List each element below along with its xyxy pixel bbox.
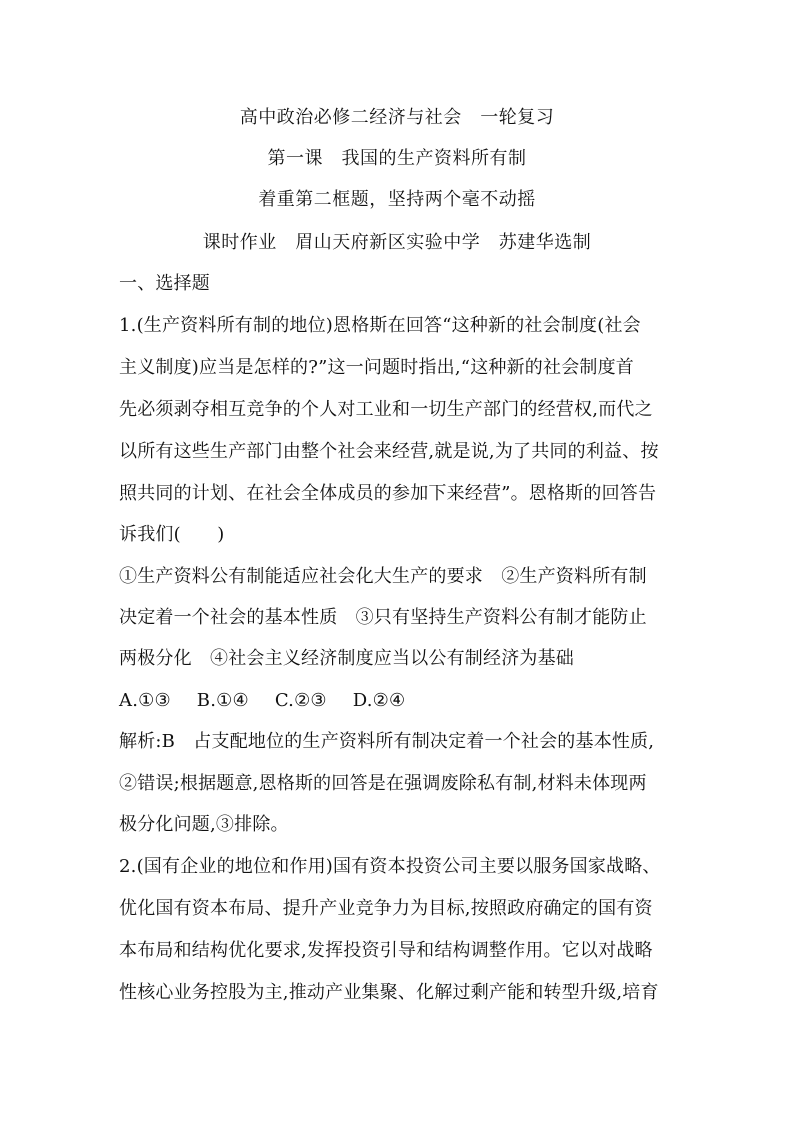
question-1-statements: ①生产资料公有制能适应社会化大生产的要求 ②生产资料所有制 [119, 566, 647, 587]
question-1-line: 诉我们( ) [119, 524, 225, 545]
question-1-line: 照共同的计划、在社会全体成员的参加下来经营”。恩格斯的回答告 [119, 483, 657, 504]
question-1-analysis: ②错误;根据题意,恩格斯的回答是在强调废除私有制,材料未体现两 [119, 773, 647, 794]
question-1-analysis: 解析:B 占支配地位的生产资料所有制决定着一个社会的基本性质, [119, 731, 655, 752]
question-1-analysis: 极分化问题,③排除。 [119, 814, 289, 835]
question-2-line: 性核心业务控股为主,推动产业集聚、化解过剩产能和转型升级,培育 [119, 982, 659, 1003]
question-1-options [119, 689, 405, 713]
option-a: A.①③ [119, 690, 171, 711]
doc-title: 高中政治必修二经济与社会 一轮复习 [239, 107, 555, 128]
question-1-line: 以所有这些生产部门由整个社会来经营,就是说,为了共同的利益、按 [119, 441, 659, 462]
section-heading: 一、选择题 [119, 273, 210, 294]
homework-credit: 课时作业 眉山天府新区实验中学 苏建华选制 [202, 232, 592, 253]
question-1-statements: 决定着一个社会的基本性质 ③只有坚持生产资料公有制才能防止 [119, 607, 647, 628]
lesson-focus: 着重第二框题，坚持两个毫不动摇 [258, 189, 536, 210]
question-1-statements: 两极分化 ④社会主义经济制度应当以公有制经济为基础 [119, 648, 574, 669]
option-c: C.②③ [274, 690, 327, 711]
question-2-line: 2.(国有企业的地位和作用)国有资本投资公司主要以服务国家战略、 [119, 856, 661, 877]
question-2-line: 本布局和结构优化要求,发挥投资引导和结构调整作用。它以对战略 [119, 940, 653, 961]
lesson-title: 第一课 我国的生产资料所有制 [267, 148, 527, 169]
question-1-line: 主义制度)应当是怎样的?”这一问题时指出,“这种新的社会制度首 [119, 357, 634, 378]
question-2-line: 优化国有资本布局、提升产业竞争力为目标,按照政府确定的国有资 [119, 898, 653, 919]
question-1-line: 1.(生产资料所有制的地位)恩格斯在回答“这种新的社会制度(社会 [119, 315, 641, 336]
option-b: B.①④ [196, 690, 249, 711]
option-d: D.②④ [352, 690, 406, 711]
question-1-line: 先必须剥夺相互竞争的个人对工业和一切生产部门的经营权,而代之 [119, 399, 653, 420]
